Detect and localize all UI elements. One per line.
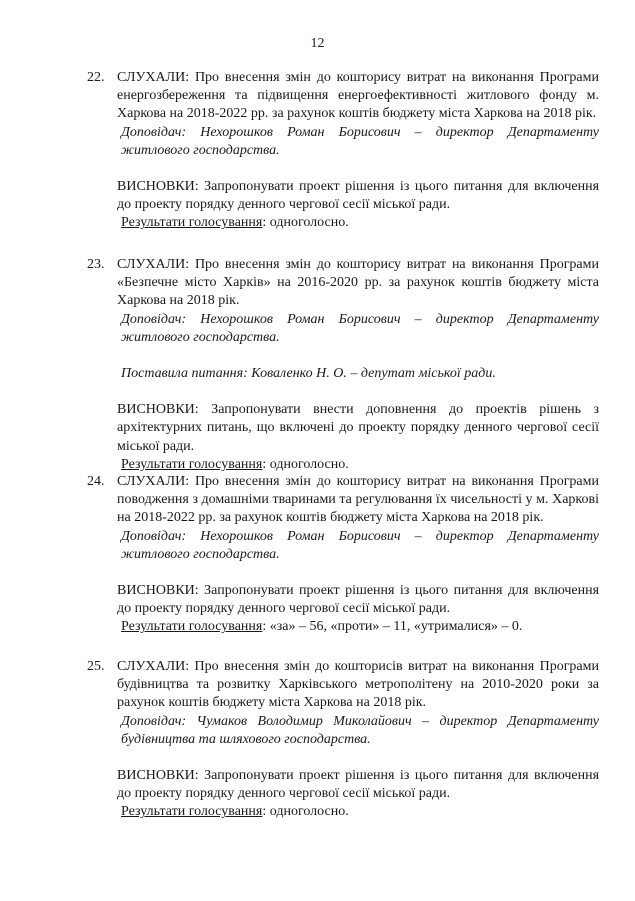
conclusions-paragraph [117,178,599,214]
conclusions-text: Запропонувати проект рішення із цього питання для включення до проекту порядку денного чергової сесії міської ради. [117,179,600,213]
reporter: Доповідач: Нехорошков Роман Борисович – директор Департаменту житлового господарства. [121,528,599,562]
reporter: Доповідач: Нехорошков Роман Борисович – директор Департаменту житлового господарства. [121,311,599,345]
voting-results-value: : «за» – 56, «проти» – 11, «утрималися» – 0. [262,619,523,635]
conclusions-label: ВИСНОВКИ: [117,583,199,599]
listened-paragraph [117,256,599,311]
conclusions-text: Запропонувати внести доповнення до проектів рішень з архітектурних питань, що включені до проекту порядку денного чергової сесії міської ради. [117,402,600,454]
conclusions-paragraph [117,401,599,456]
conclusions-label: ВИСНОВКИ: [117,179,199,195]
item-number: 25. [87,659,105,674]
listened-paragraph [117,658,599,713]
listened-text: Про внесення змін до кошторису витрат на виконання Програми «Безпечне місто Харків» на 2016-2020 рр. за рахунок коштів бюджету міста Харкова на 2018 рік. [117,257,599,309]
item-number: 24. [87,474,105,489]
agenda-item [87,658,599,822]
question-raised: Поставила питання: Коваленко Н. О. – депутат міської ради. [121,366,496,382]
conclusions-label: ВИСНОВКИ: [117,402,199,418]
reporter: Доповідач: Нехорошков Роман Борисович – директор Департаменту житлового господарства. [121,124,599,158]
voting-results-label: Результати голосування [121,456,263,472]
voting-results [121,214,599,232]
reporter: Доповідач: Чумаков Володимир Миколайович – директор Департаменту будівництва та шляхового господарства. [121,713,599,747]
item-number: 22. [87,70,105,85]
listened-label: СЛУХАЛИ: [117,70,190,85]
voting-results-label: Результати голосування [121,215,263,231]
agenda-item [87,256,599,474]
listened-paragraph [117,69,599,124]
listened-text: Про внесення змін до кошторису витрат на виконання Програми поводження з домашніми тваринами та регулювання їх чисельності у м. Харкові на 2018-2022 рр. за рахунок коштів бюджету міста Харкова на 2018 рік. [117,474,599,526]
conclusions-label: ВИСНОВКИ: [117,768,199,784]
voting-results-value: : одноголосно. [262,456,349,472]
voting-results-label: Результати голосування [121,619,263,635]
conclusions-text: Запропонувати проект рішення із цього питання для включення до проекту порядку денного чергової сесії міської ради. [117,768,600,802]
voting-results-label: Результати голосування [121,804,263,820]
listened-text: Про внесення змін до кошторису витрат на виконання Програми енергозбереження та підвищення енергоефективності житлового фонду м. Харкова на 2018-2022 рр. за рахунок коштів бюджету міста Харкова на 2018 рік. [117,70,599,122]
voting-results [121,618,599,636]
conclusions-text: Запропонувати проект рішення із цього питання для включення до проекту порядку денного чергової сесії міської ради. [117,583,600,617]
voting-results [121,803,599,821]
agenda-item [87,473,599,637]
voting-results-value: : одноголосно. [262,804,349,820]
voting-results [121,456,599,474]
listened-label: СЛУХАЛИ: [117,659,190,674]
listened-paragraph [117,473,599,528]
page-number: 12 [310,36,325,51]
listened-label: СЛУХАЛИ: [117,257,190,272]
listened-text: Про внесення змін до кошторисів витрат на виконання Програми будівництва та розвитку Харківського метрополітену на 2010-2020 роки за рахунок коштів бюджету міста Харкова на 2018 рік. [117,659,599,711]
conclusions-paragraph [117,582,599,618]
listened-label: СЛУХАЛИ: [117,474,190,489]
agenda-item [87,69,599,233]
voting-results-value: : одноголосно. [262,215,349,231]
item-number: 23. [87,257,105,272]
conclusions-paragraph [117,767,599,803]
